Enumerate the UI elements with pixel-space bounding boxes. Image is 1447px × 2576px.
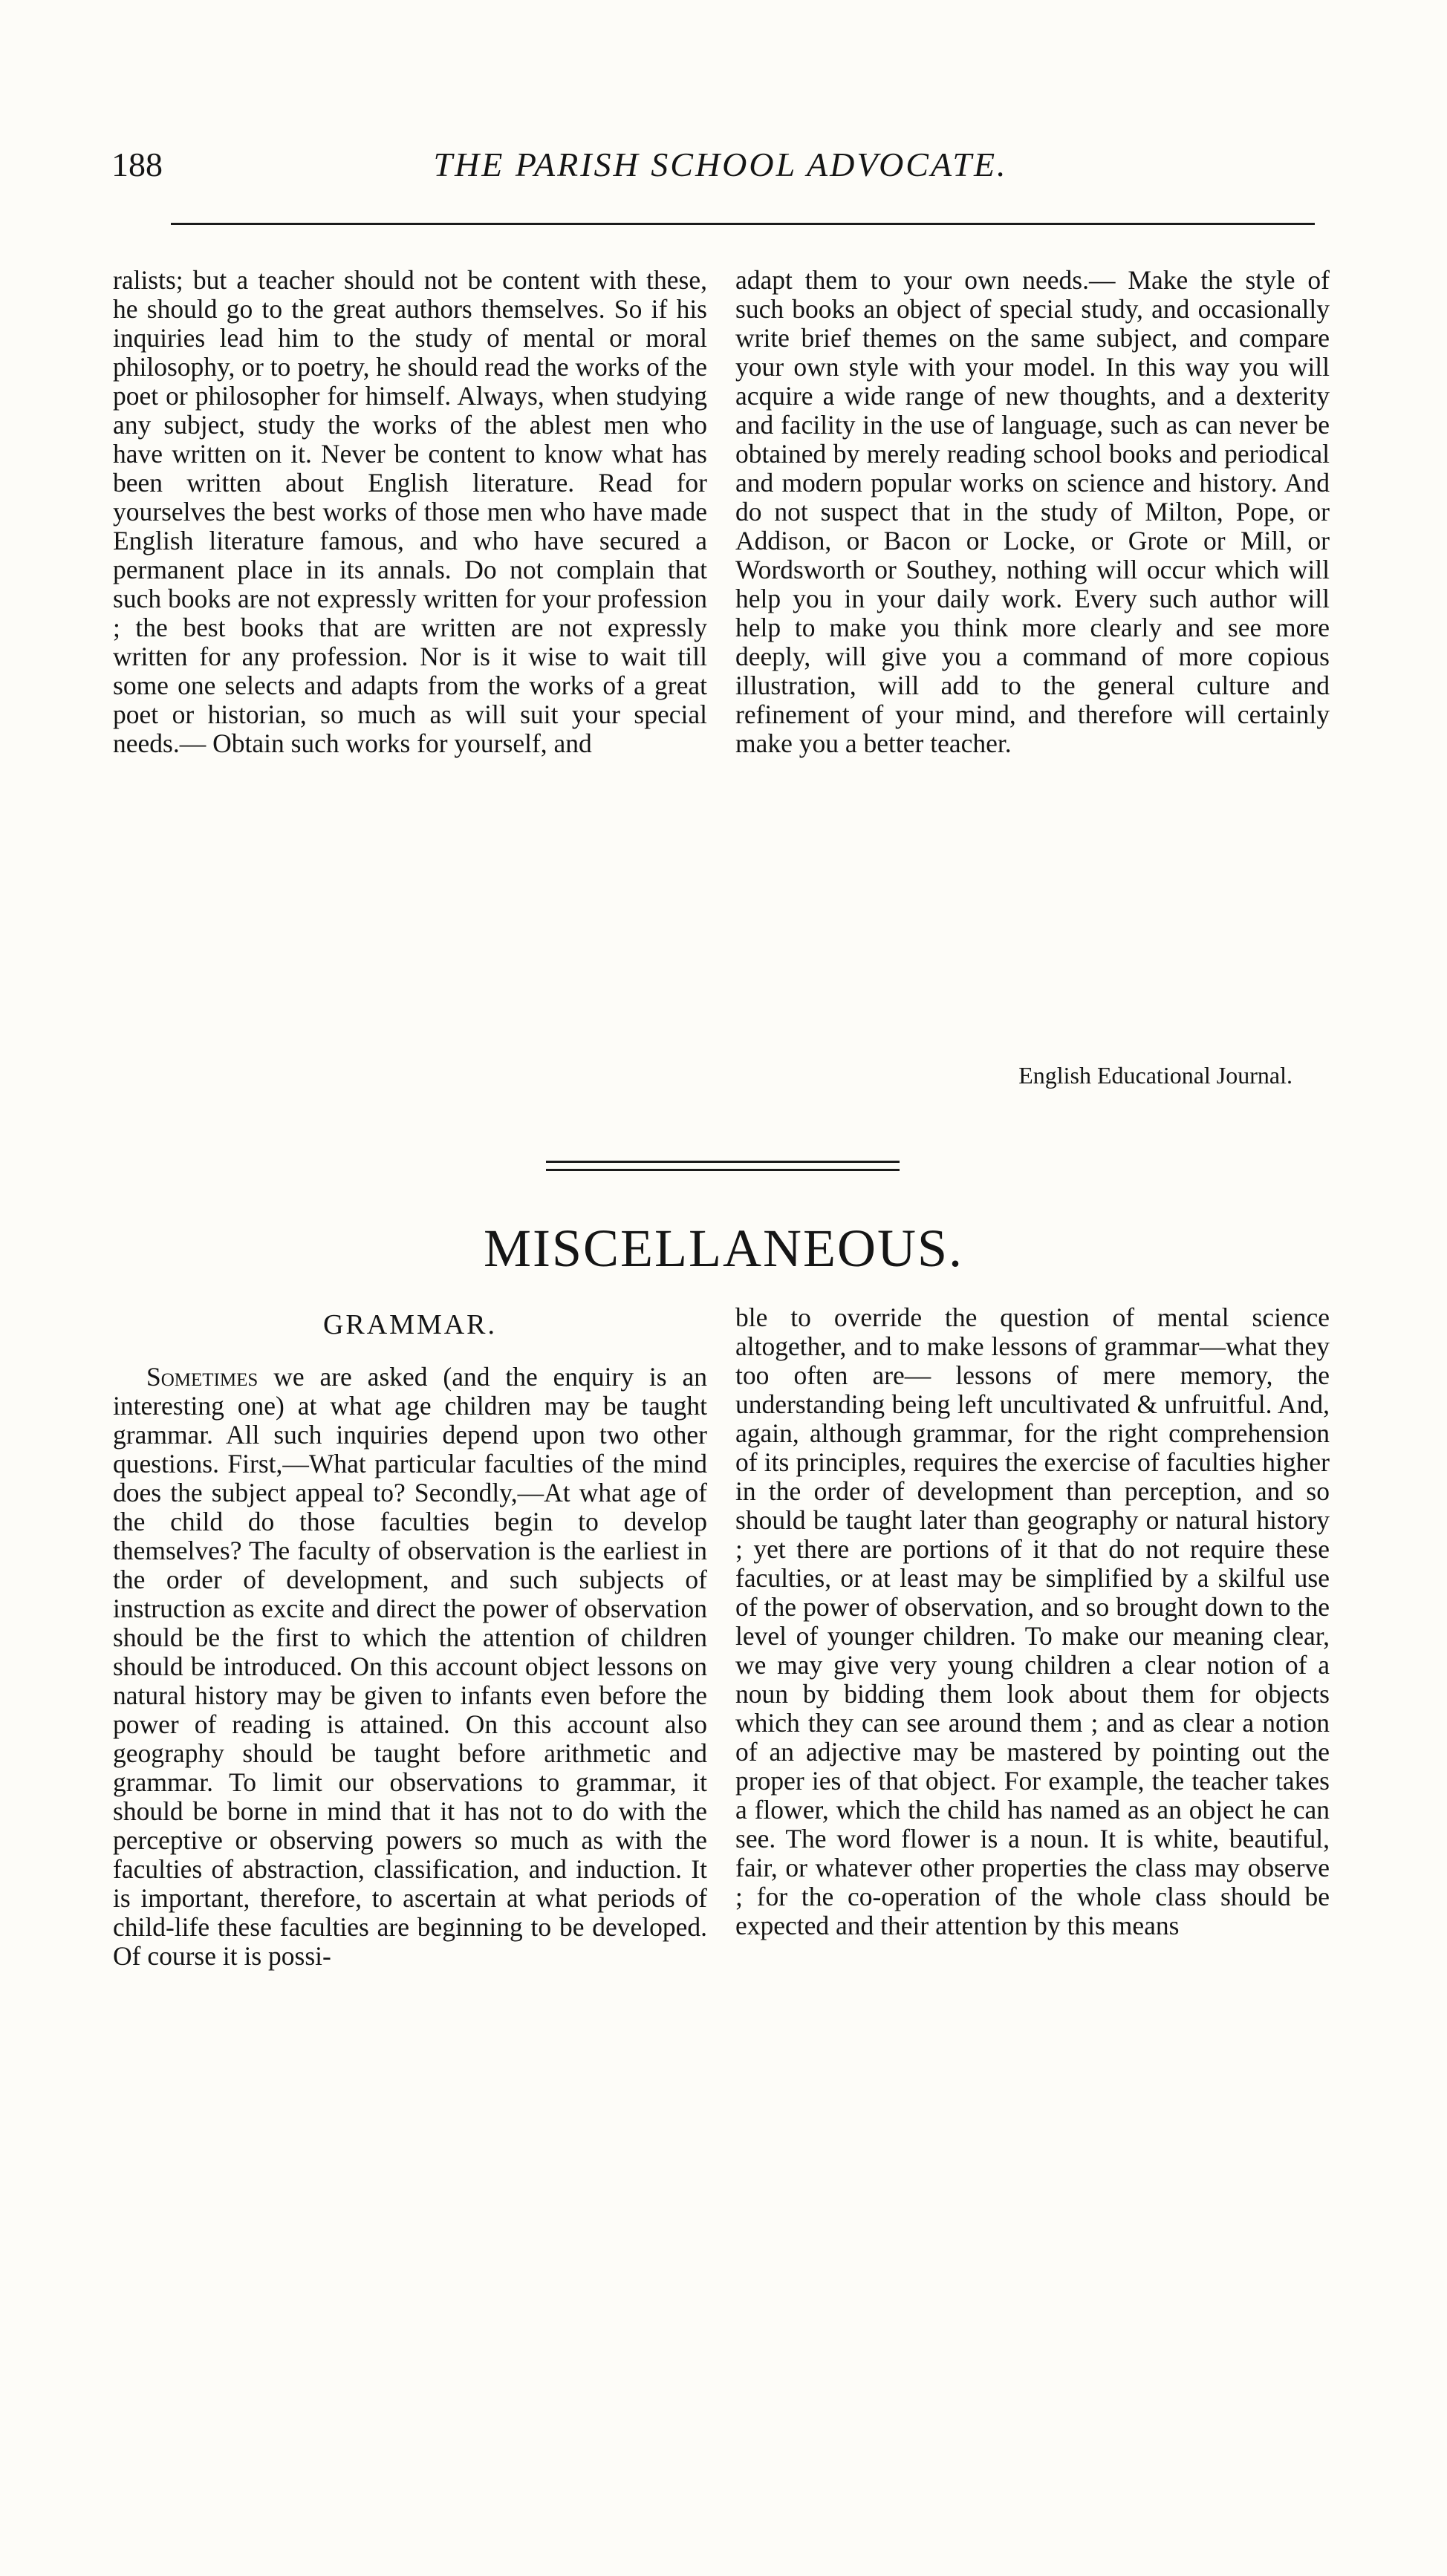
page-number: 188 <box>111 146 163 183</box>
page-header <box>111 145 1330 197</box>
article2-column-left <box>113 1363 707 1971</box>
running-title: THE PARISH SCHOOL ADVOCATE. <box>433 146 1008 183</box>
article2-lead-word: Sometimes <box>146 1362 258 1392</box>
article2-title: GRAMMAR. <box>322 1309 498 1340</box>
article1-paragraph-left: ralists; but a teacher should not be content with these, he should go to the great authors themselves. So if his inquiries lead him to the study of mental or moral philosophy, or to poetry, he should read the works of the poet or philosopher for himself. Always, when studying any subject, study the works of the ablest men who have written on it. Never be content to know what has been written about English literature. Read for yourselves the best works of those men who have made English literature famous, and who have secured a permanent place in its annals. Do not complain that such books are not expressly written for your profession ; the best books that are written are not expressly written for any profession. Nor is it wise to wait till some one selects and adapts from the works of a great poet or historian, so much as will suit your special needs.— Obtain such works for yourself, and <box>113 265 707 758</box>
header-rule <box>171 223 1315 225</box>
article2-text-left: we are asked (and the enquiry is an interesting one) at what age children may be taught grammar. All such inquiries depend upon two other questions. First,—What particular faculties of the mind does the subject appeal to? Secondly,—At what age of the child do those faculties begin to develop themselves? The faculty of observation is the earliest in the order of development, and such subjects of instruction as excite and direct the power of observation should be the first to which the attention of children should be introduced. On this account object lessons on natural history may be given to infants even before the power of reading is attained. On this account also geography should be taught before arithmetic and grammar. To limit our observations to grammar, it should be borne in mind that it has not to do with the perceptive or observing powers so much as with the faculties of abstraction, classification, and induction. It is important, therefore, to ascertain at what periods of child-life these faculties are beginning to be developed. Of course it is possi- <box>113 1362 707 1971</box>
article2-column-right <box>735 1303 1330 1940</box>
article1-column-right <box>735 266 1330 758</box>
article1-source: English Educational Journal. <box>1018 1062 1292 1089</box>
section-title: MISCELLANEOUS. <box>483 1219 963 1278</box>
article2-paragraph-right: ble to override the question of mental science altogether, and to make lessons of grammar—what they too often are— lessons of mere memory, the understanding being left uncultivated & unfruitful. And, again, although grammar, for the right comprehension of its principles, requires the exercise of faculties higher in the order of development than perception, and so should be taught later than geography or natural history ; yet there are portions of it that do not require these faculties, or at least may be simplified by a skilful use of the power of observation, and so brought down to the level of younger children. To make our meaning clear, we may give very young children a clear notion of a noun by bidding them look about them for objects which they can see around them ; and as clear a notion of an adjective may be mastered by pointing out the proper ies of that object. For example, the teacher takes a flower, which the child has named as an object he can see. The word flower is a noun. It is white, beautiful, fair, or whatever other properties the class may observe ; for the co-operation of the whole class should be expected and their attention by this means <box>735 1302 1330 1940</box>
section-divider <box>546 1161 900 1171</box>
article1-paragraph-right: adapt them to your own needs.— Make the style of such books an object of special study, and occasionally write brief themes on the same subject, and compare your own style with your model. In this way you will acquire a wide range of new thoughts, and a dexterity and facility in the use of language, such as can never be obtained by merely reading school books and periodical and modern popular works on science and history. And do not suspect that in the study of Milton, Pope, or Addison, or Bacon or Locke, or Grote or Mill, or Wordsworth or Southey, nothing will occur which will help you in your daily work. Every such author will help to make you think more clearly and see more deeply, will give you a command of more copious illustration, will add to the general culture and refinement of your mind, and therefore will certainly make you a better teacher. <box>735 265 1330 758</box>
article1-column-left <box>113 266 707 758</box>
article2-paragraph-left <box>113 1363 707 1971</box>
